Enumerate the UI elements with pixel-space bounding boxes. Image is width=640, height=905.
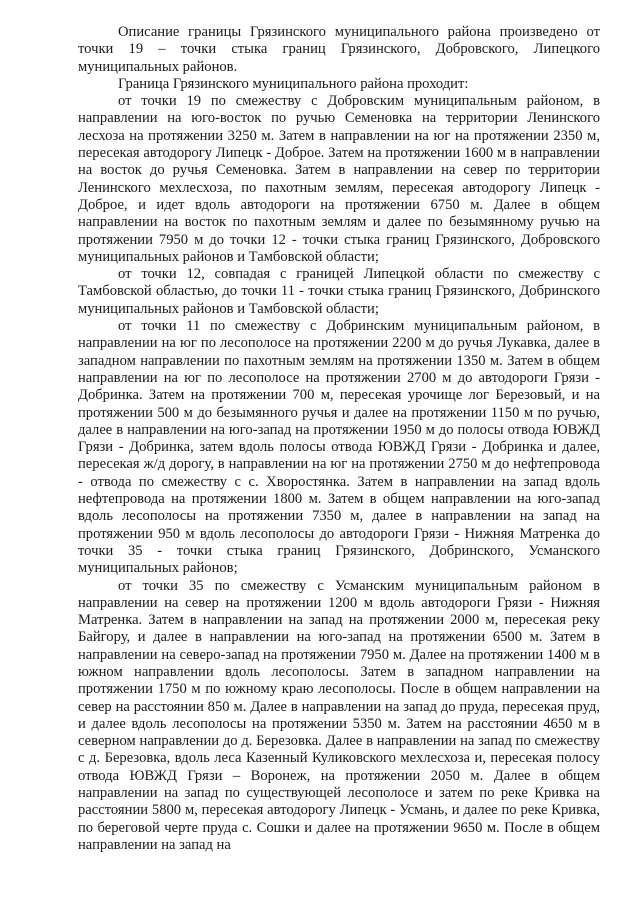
paragraph-point-19: от точки 19 по смежеству с Добровским муниципальным районом, в направлении на юго-восток по ручью Семеновка на территории Ленинского лесхоза на протяжении 3250 м. Затем в направлении на юг на протяжении 2350 м, пересекая автодорогу Липецк - Доброе. Затем на протяжении 1600 м в направлении на восток до ручья Семеновка. Затем в направлении на север по территории Ленинского мехлесхоза, по пахотным землям, пересекая автодорогу Липецк - Доброе, и идет вдоль автодороги на протяжении 6750 м. Далее в общем направлении на восток по пахотным землям и далее по безымянному ручью на протяжении 7950 м до точки 12 - точки стыка границ Грязинского, Добровского муниципальных районов и Тамбовской области; <box>78 93 600 265</box>
paragraph-point-12: от точки 12, совпадая с границей Липецкой области по смежеству с Тамбовской областью, до точки 11 - точки стыка границ Грязинского, Добринского муниципальных районов и Тамбовской области; <box>78 266 600 317</box>
paragraph-point-35: от точки 35 по смежеству с Усманским муниципальным районом в направлении на север на протяжении 1200 м вдоль автодороги Грязи - Нижняя Матренка. Затем в направлении на запад на протяжении 2000 м, пересекая реку Байгору, и далее в направлении на юго-запад на протяжении 6500 м. Затем в направлении на северо-запад на протяжении 7950 м. Далее на протяжении 1400 м в южном направлении вдоль лесополосы. Затем в западном направлении на протяжении 1750 м по южному краю лесополосы. После в общем направлении на север на расстоянии 850 м. Далее в направлении на запад до пруда, пересекая пруд, и далее вдоль лесополосы на протяжении 5350 м. Затем на расстоянии 4650 м в северном направлении до д. Березовка. Далее в направлении на запад по смежеству с д. Березовка, вдоль леса Казенный Куликовского мехлесхоза и, пересекая полосу отвода ЮВЖД Грязи – Воронеж, на протяжении 2050 м. Далее в общем направлении на запад по существующей лесополосе и затем по реке Кривка на расстоянии 5800 м, пересекая автодорогу Липецк - Усмань, и далее по реке Кривка, по береговой черте пруда с. Сошки и далее на протяжении 9650 м. После в общем направлении на запад на <box>78 577 600 853</box>
paragraph-boundary-heading: Граница Грязинского муниципального района проходит: <box>118 75 469 92</box>
paragraph-intro: Описание границы Грязинского муниципального района произведено от точки 19 – точки стыка границ Грязинского, Добровского, Липецкого муниципальных районов. <box>78 24 600 75</box>
paragraph-point-11: от точки 11 по смежеству с Добринским муниципальным районом, в направлении на юг по лесополосе на протяжении 2200 м до ручья Лукавка, далее в западном направлении по пахотным землям на протяжении 1350 м. Затем в общем направлении на юг по лесополосе на протяжении 2700 м до автодороги Грязи - Добринка. Затем на протяжении 700 м, пересекая урочище лог Березовый, и на протяжении 500 м до безымянного ручья и далее на протяжении 1150 м по ручью, далее в направлении на юго-запад на протяжении 1950 м до полосы отвода ЮВЖД Грязи - Добринка, затем вдоль полосы отвода ЮВЖД Грязи - Добринка и далее, пересекая ж/д дорогу, в направлении на юг на протяжении 2750 м до нефтепровода - отвода по смежеству с с. Хворостянка. Затем в направлении на запад вдоль нефтепровода на протяжении 1800 м. Затем в общем направлении на юго-запад вдоль лесополосы на протяжении 7350 м, далее в направлении на запад на протяжении 950 м вдоль лесополосы до автодороги Грязи - Нижняя Матренка до точки 35 - точки стыка границ Грязинского, Добринского, Усманского муниципальных районов; <box>78 318 600 577</box>
